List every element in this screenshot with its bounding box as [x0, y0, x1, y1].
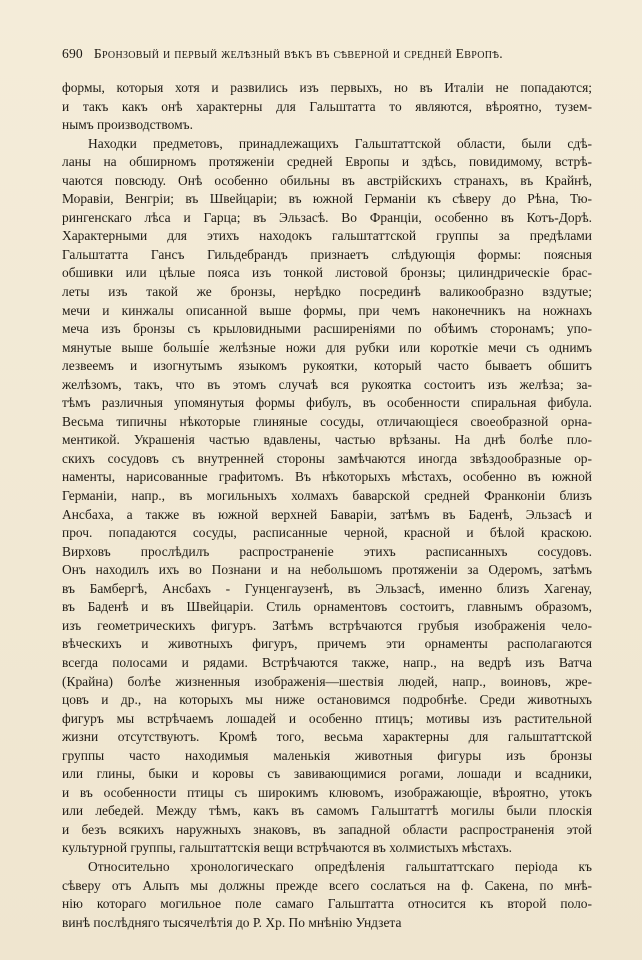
text-line: ланы на обширномъ протяженіи средней Европы и здѣсь, повидимому, встрѣ-	[62, 154, 592, 170]
text-line: ментикой. Украшенія частью вдавлены, частью врѣзаны. На днѣ болѣе пло-	[62, 432, 592, 448]
text-line: Онъ находилъ ихъ во Познани и на небольшомъ протяженіи за Одеромъ, затѣмъ	[62, 562, 592, 578]
text-line: Относительно хронологическаго опредѣленія гальштаттскаго періода къ	[88, 858, 592, 874]
page-header	[62, 46, 592, 62]
paragraph	[62, 79, 592, 135]
text-line: рингенскаго лѣса и Гарца; въ Эльзасѣ. Во Франціи, особенно въ Котъ-Дорѣ.	[62, 209, 592, 225]
text-line: чаются повсюду. Онѣ особенно обильны въ австрійскихъ странахъ, въ Крайнѣ,	[62, 172, 592, 188]
text-line: тѣмъ различныя упомянутыя формы фибулъ, въ особенности спиральная фибула.	[62, 395, 592, 411]
text-line: нымъ производствомъ.	[62, 117, 193, 133]
text-line: проч. попадаются сосуды, расписанные черной, красной и бѣлой краскою.	[62, 525, 592, 541]
text-line: лезвеемъ и изогнутымъ языкомъ рукоятки, который часто бываетъ обшитъ	[62, 358, 592, 374]
text-line: нію котораго могильное поле самаго Гальштатта относится къ второй поло-	[62, 896, 592, 912]
text-line: фигуръ мы встрѣчаемъ лошадей и особенно птицъ; мотивы изъ растительной	[62, 710, 592, 726]
text-line: изъ геометрическихъ фигуръ. Затѣмъ встрѣчаются грубыя изображенія чело-	[62, 617, 592, 633]
running-title: Бронзовый и первый желѣзный вѣкъ въ сѣверной и средней Европѣ.	[93, 46, 503, 61]
text-line: Ансбаха, а также въ южной верхней Баваріи, затѣмъ въ Баденѣ, Эльзасѣ и	[62, 506, 592, 522]
text-line: Характерными для этихъ находокъ гальштаттской группы за предѣлами	[62, 228, 592, 244]
text-line: всегда полосами и рядами. Встрѣчаются также, напр., на ведрѣ изъ Ватча	[62, 654, 592, 670]
body-text	[62, 79, 592, 932]
text-line: Германіи, напр., въ могильныхъ холмахъ баварской средней Франконіи близъ	[62, 488, 592, 504]
page-number: 690	[62, 46, 83, 61]
text-line: меча изъ бронзы съ крыловидными расширеніями по обѣимъ сторонамъ; упо-	[62, 321, 592, 337]
text-line: въ Бамбергѣ, Ансбахъ - Гунценгаузенѣ, въ Эльзасѣ, именно близъ Хагенау,	[62, 580, 592, 596]
text-line: скихъ сосудовъ съ внутренней стороны замѣчаются иногда звѣздообразные ор-	[62, 450, 592, 466]
text-line: или лебедей. Между тѣмъ, какъ въ самомъ Гальштаттѣ могилы были плоскія	[62, 803, 592, 819]
text-line: въ Баденѣ и въ Швейцаріи. Стиль орнаментовъ состоитъ, главнымъ образомъ,	[62, 599, 592, 615]
paragraph	[62, 135, 592, 858]
text-line: и безъ всякихъ наружныхъ знаковъ, въ западной области распространенія этой	[62, 821, 592, 837]
text-line: наменты, нарисованные графитомъ. Въ нѣкоторыхъ мѣстахъ, особенно въ южной	[62, 469, 592, 485]
text-line: желѣзомъ, такъ, что въ этомъ случаѣ вся рукоятка состоитъ изъ желѣза; за-	[62, 376, 592, 392]
text-line: формы, которыя хотя и развились изъ первыхъ, но въ Италіи не попадаются;	[62, 80, 592, 95]
text-line: вѣческихъ и животныхъ фигуръ, причемъ эти орнаменты располагаются	[62, 636, 592, 652]
text-line: жизни отсутствуютъ. Кромѣ того, весьма характерны для гальштаттской	[62, 729, 592, 745]
text-line: винѣ послѣдняго тысячелѣтія до Р. Хр. По мнѣнію Ундзета	[62, 914, 402, 930]
text-line: Моравіи, Венгріи; въ Швейцаріи; въ южной Германіи къ сѣверу до Рѣна, Тю-	[62, 191, 592, 207]
text-line: леты изъ такой же бронзы, нерѣдко посрединѣ валикообразно вздутые;	[62, 284, 592, 300]
text-line: Вирховъ прослѣдилъ распространеніе этихъ расписанныхъ сосудовъ.	[62, 543, 592, 559]
text-line: Гальштатта Гансъ Гильдебрандъ признаетъ слѣдующія формы: поясныя	[62, 246, 592, 262]
text-line: мечи и кинжалы описанной выше формы, при чемъ наконечникъ на ножнахъ	[62, 302, 592, 318]
text-line: Весьма типичны нѣкоторые глиняные сосуды, отличающіеся своеобразной орна-	[62, 413, 592, 429]
text-line: или глины, быки и коровы съ завивающимися рогами, лошади и всадники,	[62, 766, 592, 782]
text-line: культурной группы, гальштаттскія вещи встрѣчаются въ холмистыхъ мѣстахъ.	[62, 840, 513, 856]
text-line: Находки предметовъ, принадлежащихъ Гальштаттской области, были сдѣ-	[88, 135, 592, 151]
text-line: сѣверу отъ Альпъ мы должны прежде всего сослаться на ф. Сакена, по мнѣ-	[62, 877, 592, 893]
paragraph	[62, 858, 592, 932]
text-line: группы часто находимыя маленькія животныя фигуры изъ бронзы	[62, 747, 592, 763]
text-line: и такъ какъ онѣ характерны для Гальштатта то являются, вѣроятно, тузем-	[62, 98, 592, 114]
text-line: обшивки или цѣлые пояса изъ тонкой листовой бронзы; цилиндрическіе брас-	[62, 265, 592, 281]
text-line: и въ особенности птицы съ широкимъ клювомъ, изображающіе, вѣроятно, утокъ	[62, 784, 592, 800]
text-line: мянутые выше больші́е желѣзные ножи для рубки или короткіе мечи съ однимъ	[62, 339, 592, 355]
text-line: (Крайна) болѣе жизненныя изображенія—шествія людей, напр., воиновъ, жре-	[62, 673, 592, 689]
text-line: цовъ и др., на которыхъ мы ниже остановимся подробнѣе. Среди животныхъ	[62, 692, 592, 708]
